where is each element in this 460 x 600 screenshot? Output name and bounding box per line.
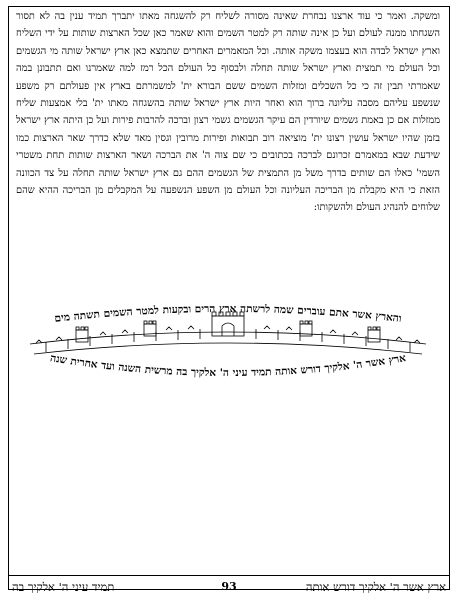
page-number: 93 [221, 580, 237, 593]
jerusalem-wall-illustration [16, 296, 440, 392]
body-paragraph: ומשקה. ואמר כי עוד ארצנו נבחרת שאינה מסורה לשליח רק להשגחה מאתו יתברך תמיד ענין בה לא תסור השגחתו ממנה לעולם ועל כן אינה שותה רק למטר השמים והוא שאמר כאן שכל הארצות שותות על ידי השליח וארץ ישראל לבדה הוא בעצמו משקה אותה. וכל המאמרים האחרים שתמצא כאן ארץ ישראל שותה מי הגשמים וכל העולם מי תמצית וארץ ישראל שותה תחלה ולבסוף כל העולם הכל רמז למה שאמרנו ואם תתבונן במה שאמרתי תבין זה כי כל השכלים ומזלות השמים ששם הבורא ית' למשמרתם בארץ אין פעולתם רק משפע שנשפע עליהם מסבה עליונה ברוך הוא ואחר היות ארץ ישראל שותה בהשגחה מאתו ית' בלי אמצעות שליח ממזלות אם כן באמת גשמים שיורדין הם עיקר הגשמים גשמי רצון וברכה להרבות פירות ועל כן היתה ארץ ישראל בזמן שהיו ישראל עושין רצונו ית' מוציאה רוב תבואות ופירות מרובין וגסין מאד שלא כדרך שאר הארצות כמו שידעת שבא במאמרם זכרונם לברכה בכתובים כי שם צוה ה' את הברכה ושאר הארצות שותות תחת משטרי השמי' כאלו הם שותים בדרך משל מן התמצית של הגשמים ההם גם ארץ ישראל שותה תחלה על צד הכוונה הזאת כי היא מקבלת מן הבריכה העליונה וכל העולם מן השפע הנשפעה על המקבלים מן הבריכה ההיא שהם שלוחים להנהיג העולם ולהשקותו: [16, 11, 440, 214]
upper-arc-verse: והארץ אשר אתם עוברים שמה לרשתה ארץ הרים ובקעות למטר השמים תשתה מים [53, 302, 403, 325]
footer-divider [8, 575, 450, 576]
page-footer [10, 577, 448, 597]
footer-right-text: ארץ אשר ה' אלקיך דורש אותה [305, 580, 446, 594]
lower-arc-verse: ארץ אשר ה' אלקיך דורש אותה תמיד עיני ה' אלקיך בה מרשית השנה ועד אחרית שנה [49, 352, 407, 380]
footer-left-text: תמיד עיני ה' אלקיך בה [12, 580, 115, 594]
jerusalem-emblem [16, 296, 440, 392]
